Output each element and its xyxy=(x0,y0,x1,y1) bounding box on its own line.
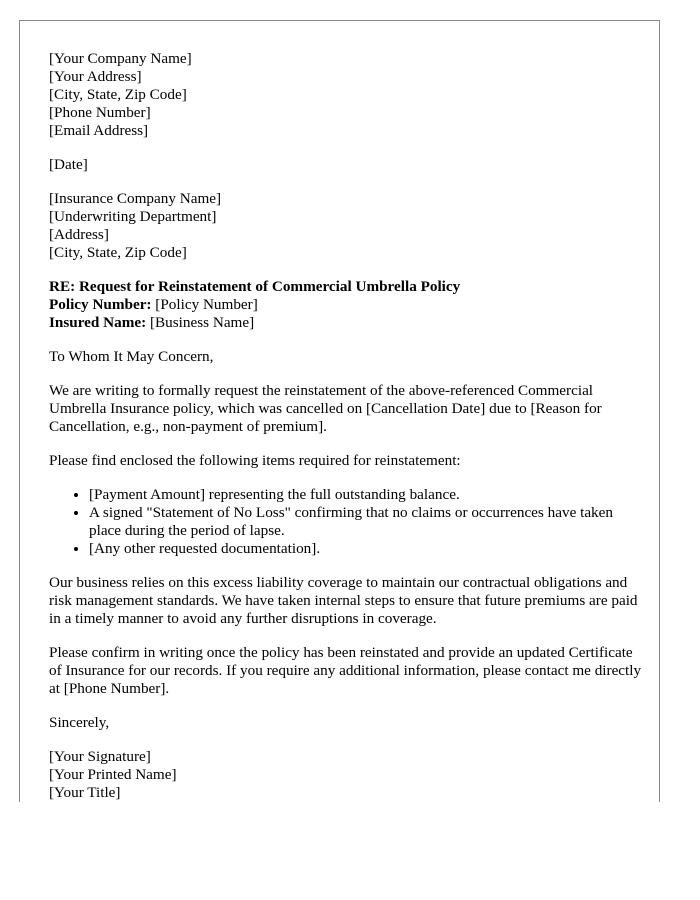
recipient-department: [Underwriting Department] xyxy=(49,208,217,225)
paragraph-request: We are writing to formally request the reinstatement of the above-referenced Commercial Umbrella Insurance policy, which was cancelled on [Cancellation Date] due to [Reason for Cancellation, e.g., non-payment of premium]. xyxy=(49,382,602,435)
signer-title: [Your Title] xyxy=(49,784,121,801)
recipient-city-state-zip: [City, State, Zip Code] xyxy=(49,244,187,261)
policy-number-value: [Policy Number] xyxy=(155,296,258,313)
recipient-company: [Insurance Company Name] xyxy=(49,190,222,207)
policy-number-label: Policy Number: xyxy=(49,296,152,313)
letter-date: [Date] xyxy=(49,156,88,173)
salutation: To Whom It May Concern, xyxy=(49,348,214,365)
reference-block xyxy=(49,278,645,332)
signature-block xyxy=(49,748,645,802)
recipient-address: [Address] xyxy=(49,226,109,243)
printed-name: [Your Printed Name] xyxy=(49,766,177,783)
list-item: • [Payment Amount] representing the full outstanding balance. xyxy=(89,486,645,504)
list-item: • [Any other requested documentation]. xyxy=(89,540,645,558)
insured-name-value: [Business Name] xyxy=(149,314,255,331)
paragraph-enclosures-intro: Please find enclosed the following items required for reinstatement: xyxy=(49,452,461,469)
sender-email: [Email Address] xyxy=(49,122,149,139)
signature: [Your Signature] xyxy=(49,748,151,765)
insured-name-label: Insured Name: xyxy=(49,314,147,331)
enclosure-list xyxy=(49,486,645,558)
paragraph-confirmation: Please confirm in writing once the policy has been reinstated and provide an updated Certificate of Insurance for our records. If you require any additional information, please contact me directly at [Phone Number]. xyxy=(49,644,642,697)
sender-city-state-zip: [City, State, Zip Code] xyxy=(49,86,187,103)
sender-company: [Your Company Name] xyxy=(49,50,192,67)
subject-line: RE: Request for Reinstatement of Commercial Umbrella Policy xyxy=(49,278,461,295)
list-item: • A signed "Statement of No Loss" confirming that no claims or occurrences have taken place during the period of lapse. xyxy=(89,504,645,540)
recipient-block xyxy=(49,190,645,262)
letter-body xyxy=(49,50,645,802)
letter-page xyxy=(19,20,660,802)
paragraph-coverage: Our business relies on this excess liability coverage to maintain our contractual obligations and risk management standards. We have taken internal steps to ensure that future premiums are paid in a timely manner to avoid any further disruptions in coverage. xyxy=(49,574,638,627)
date-block xyxy=(49,156,645,174)
sender-block xyxy=(49,50,645,140)
sender-address: [Your Address] xyxy=(49,68,142,85)
closing: Sincerely, xyxy=(49,714,110,731)
sender-phone: [Phone Number] xyxy=(49,104,151,121)
